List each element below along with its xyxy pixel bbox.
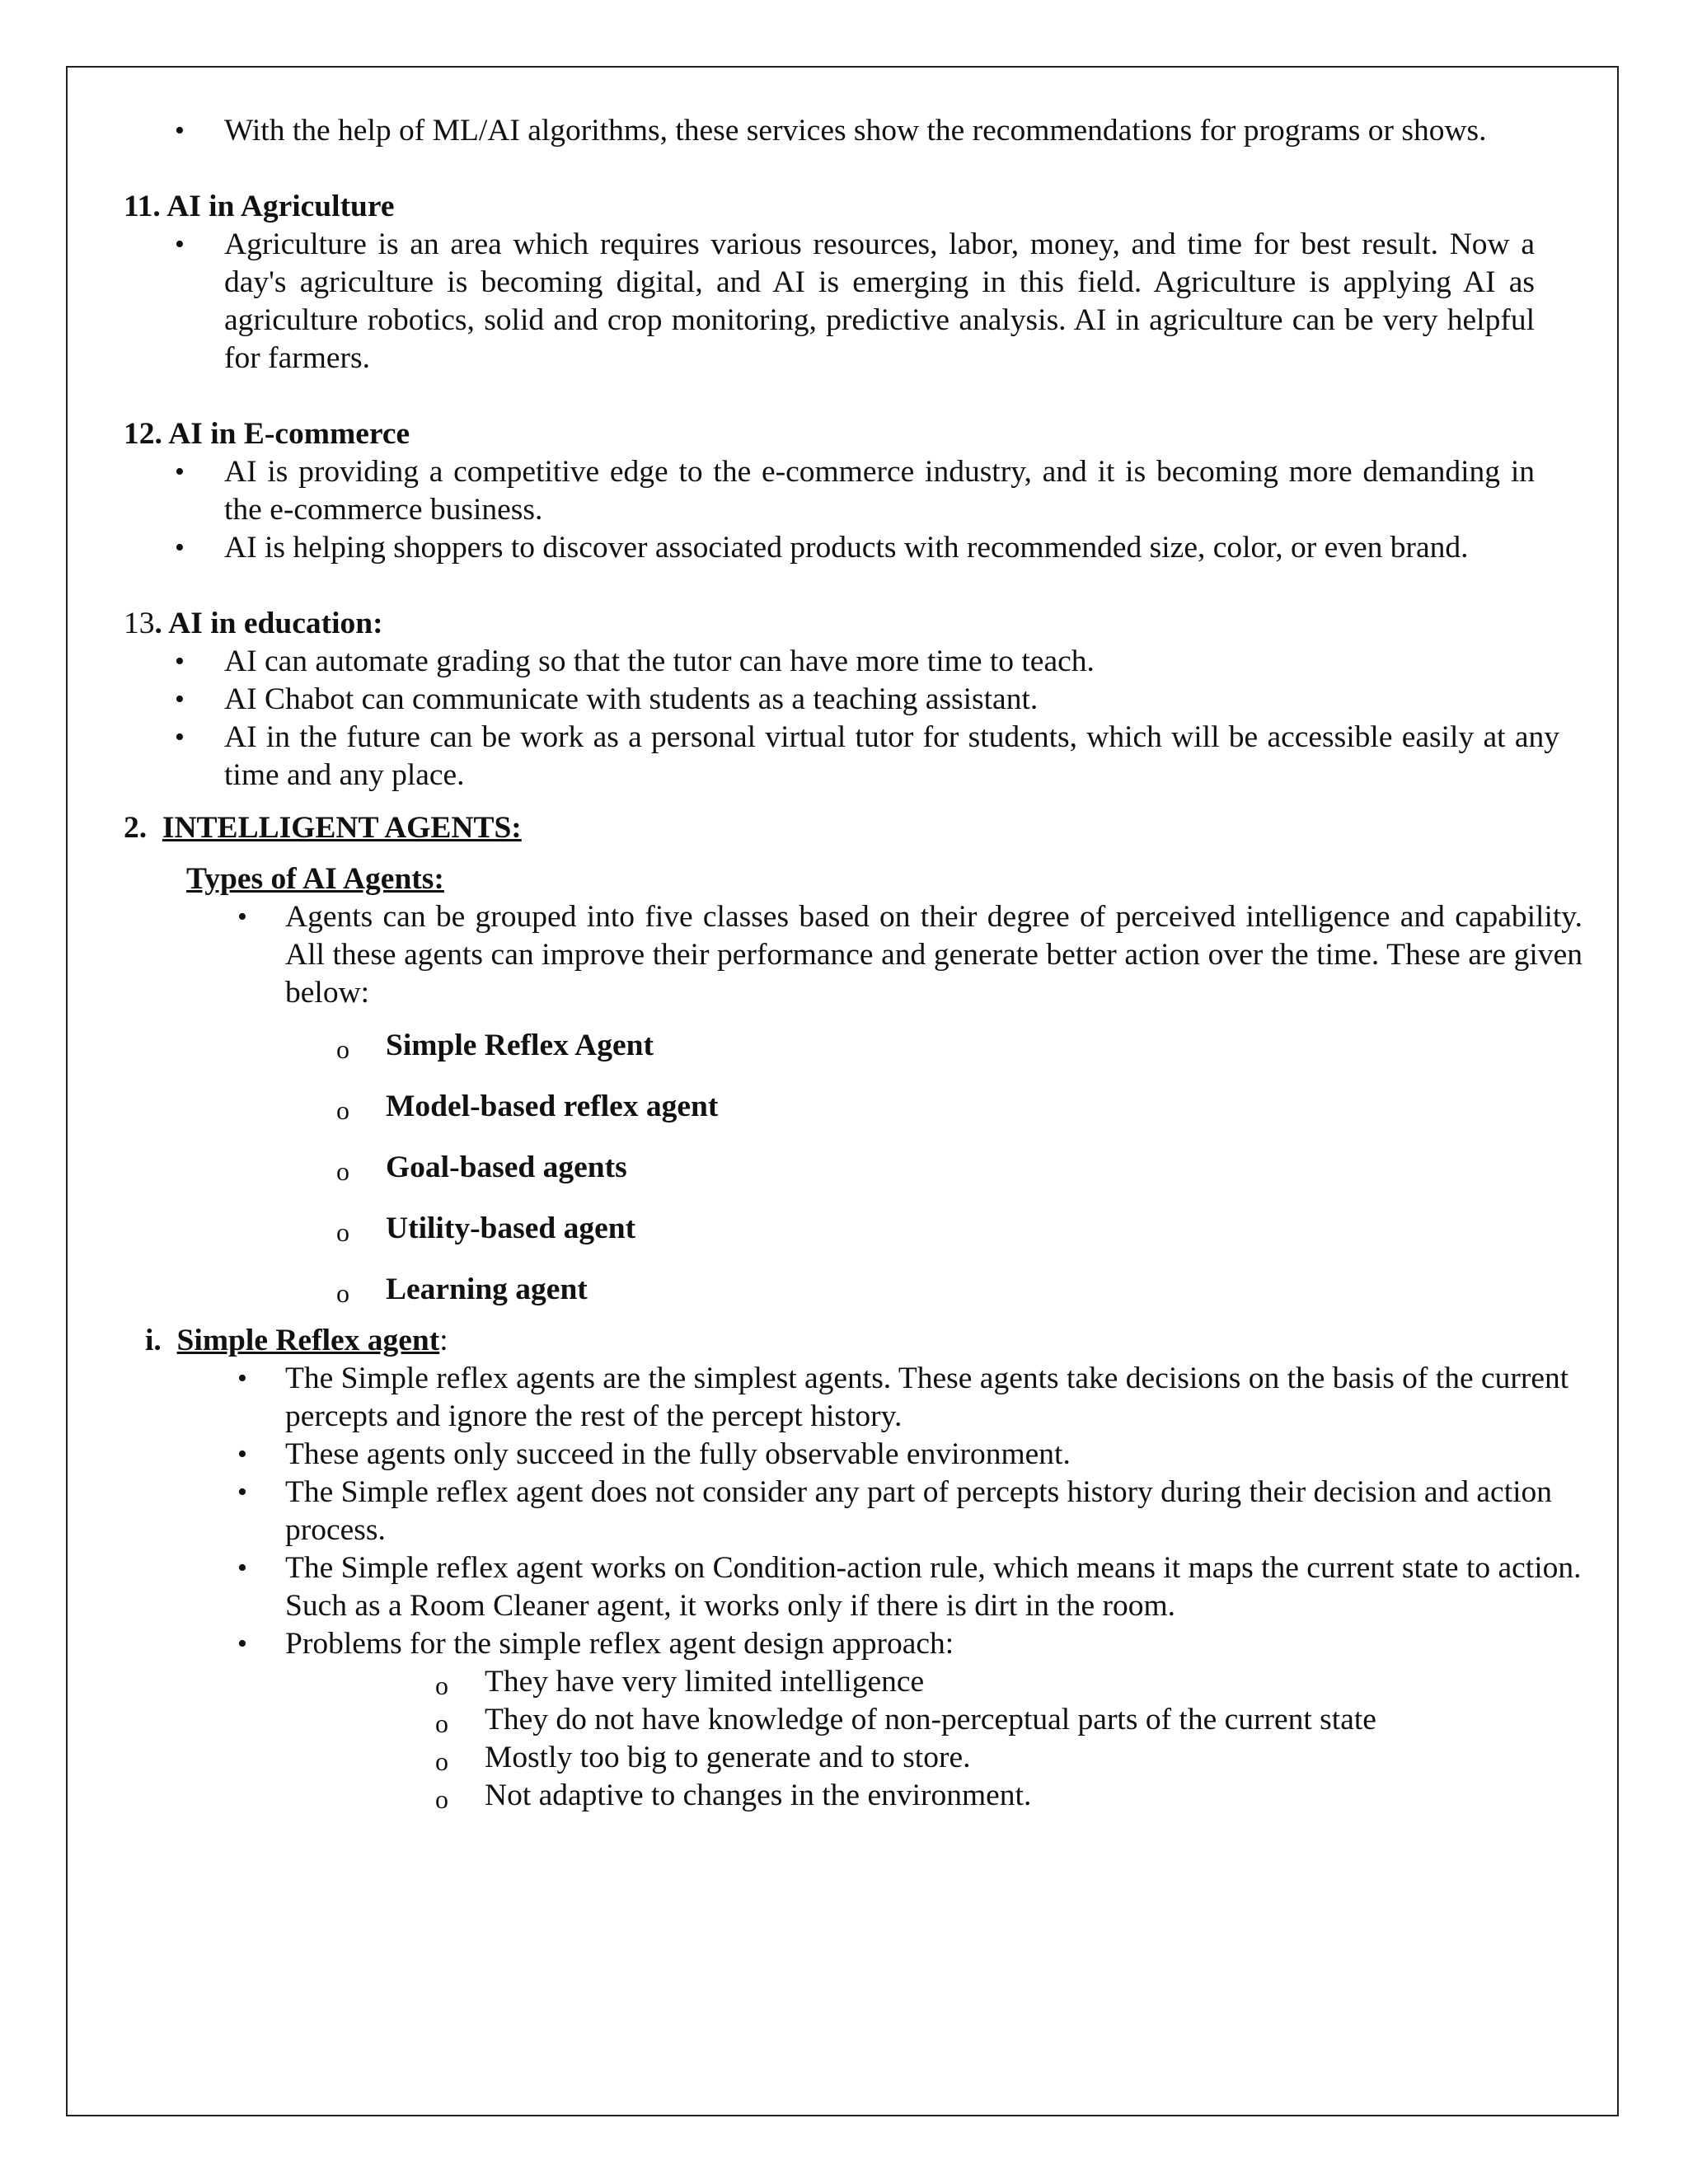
agent-types-list (124, 1027, 1582, 1322)
problem-item: o They do not have knowledge of non-perceptual parts of the current state (124, 1701, 1582, 1739)
list-item: • Problems for the simple reflex agent design approach: (124, 1625, 1582, 1663)
section-title: AI in E-commerce (168, 417, 410, 451)
list-item: • AI in the future can be work as a personal virtual tutor for students, which will be accessible easily at any time and any place. (124, 719, 1559, 794)
section-number: 2. (124, 811, 148, 845)
section-heading-intelligent-agents (124, 809, 1582, 847)
list-item: • AI is helping shoppers to discover associated products with recommended size, color, or even brand. (124, 529, 1582, 567)
agents-intro-list (124, 898, 1582, 1012)
list-item: • The Simple reflex agents are the simplest agents. These agents take decisions on the basis of the current percepts and ignore the rest of the percept history. (124, 1360, 1582, 1436)
list-item: • Agents can be grouped into five classes based on their degree of perceived intelligence and capability. All these agents can improve their performance and generate better action over the time. These are given below: (124, 898, 1582, 1012)
list-item: • Agriculture is an area which requires various resources, labor, money, and time for best result. Now a day's agriculture is becoming digital, and AI is emerging in this field. Agriculture is applying AI as agriculture robotics, solid and crop monitoring, predictive analysis. AI in agriculture can be very helpful for farmers. (124, 226, 1535, 377)
agriculture-list (124, 226, 1582, 377)
agent-type-item: o Simple Reflex Agent (124, 1027, 1582, 1088)
section-number: 12. (124, 417, 162, 451)
section-heading-ecommerce (124, 415, 1582, 453)
simple-reflex-list (124, 1360, 1582, 1663)
subheading-title: Simple Reflex agent (176, 1324, 440, 1357)
section-heading-agriculture (124, 188, 1582, 226)
agent-type-item: o Utility-based agent (124, 1210, 1582, 1271)
list-item: • The Simple reflex agent works on Condition-action rule, which means it maps the current state to action. Such as a Room Cleaner agent, it works only if there is dirt in the room. (124, 1549, 1582, 1625)
document-body (124, 112, 1582, 1815)
subheading-simple-reflex-agent: i. Simple Reflex agent: (145, 1324, 448, 1357)
subheading-types-of-agents: Types of AI Agents: (186, 862, 444, 896)
section-title: . AI in education: (154, 607, 383, 640)
list-item: • AI Chabot can communicate with students as a teaching assistant. (124, 681, 1582, 719)
intro-list (124, 112, 1582, 150)
section-title: INTELLIGENT AGENTS: (162, 811, 522, 845)
problem-item: o Mostly too big to generate and to store. (124, 1739, 1582, 1777)
agent-type-item: o Goal-based agents (124, 1149, 1582, 1210)
ecommerce-list (124, 453, 1582, 567)
roman-numeral: i. (145, 1324, 162, 1357)
problem-item: o They have very limited intelligence (124, 1663, 1582, 1701)
agent-type-item: o Learning agent (124, 1271, 1582, 1322)
section-title: AI in Agriculture (166, 190, 395, 223)
list-item: • AI can automate grading so that the tutor can have more time to teach. (124, 643, 1582, 681)
agent-type-item: o Model-based reflex agent (124, 1088, 1582, 1149)
list-item: • The Simple reflex agent does not consider any part of percepts history during their decision and action process. (124, 1474, 1582, 1549)
section-heading-education (124, 605, 1582, 643)
problem-item: o Not adaptive to changes in the environment. (124, 1777, 1582, 1815)
education-list (124, 643, 1582, 794)
list-item: • AI is providing a competitive edge to the e-commerce industry, and it is becoming more demanding in the e-commerce business. (124, 453, 1535, 529)
section-number: 11. (124, 190, 161, 223)
problems-list (124, 1663, 1582, 1815)
list-item: • With the help of ML/AI algorithms, these services show the recommendations for programs or shows. (124, 112, 1559, 150)
list-item: • These agents only succeed in the fully observable environment. (124, 1436, 1582, 1474)
section-number: 13 (124, 607, 155, 640)
